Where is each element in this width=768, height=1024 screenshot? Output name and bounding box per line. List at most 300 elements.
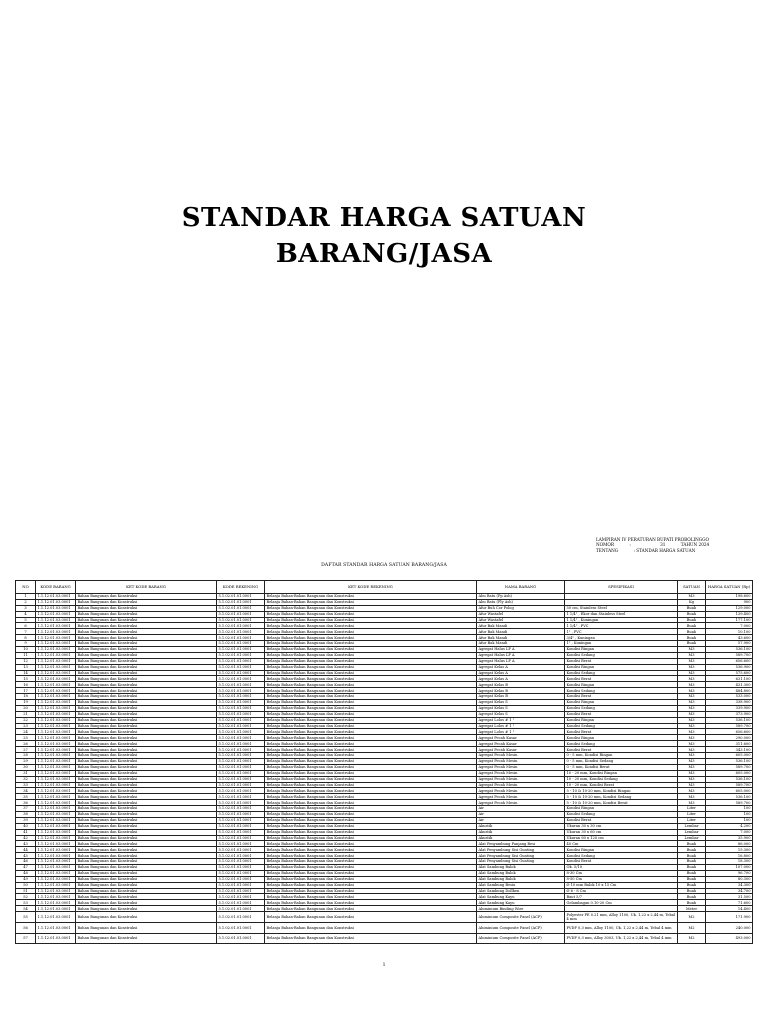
cell-nama-barang: Akustik <box>477 835 565 841</box>
cell-ket-kode-rekening: Belanja Bahan-Bahan Bangunan dan Konstruksi <box>265 864 477 870</box>
cell-no: 35 <box>16 794 36 800</box>
cell-harga-satuan: 80.300 <box>706 876 753 882</box>
cell-kode-rekening: 5.1.02.01.01.0001 <box>217 635 265 641</box>
cell-kode-barang: 1.1.12.01.03.0001 <box>36 611 76 617</box>
cell-ket-kode-rekening: Belanja Bahan-Bahan Bangunan dan Konstruksi <box>265 652 477 658</box>
cell-nama-barang: Alat Sambung Balok <box>477 864 565 870</box>
cell-satuan: M3 <box>678 794 706 800</box>
nomor-label: NOMOR <box>596 542 614 548</box>
lampiran-heading: LAMPIRAN IV PERATURAN BUPATI PROBOLINGGO <box>596 537 709 542</box>
cell-harga-satuan: 129.000 <box>706 605 753 611</box>
cell-satuan: Buah <box>678 900 706 906</box>
cell-ket-kode-barang: Bahan Bangunan dan Konstruksi <box>76 864 217 870</box>
cell-nama-barang: Akustik <box>477 823 565 829</box>
cell-satuan: M3 <box>678 694 706 700</box>
cell-no: 21 <box>16 711 36 717</box>
cell-kode-barang: 1.1.12.01.03.0001 <box>36 676 76 682</box>
cell-no: 18 <box>16 694 36 700</box>
cell-spesifikasi: Ø 10 mm Balok 10 x 15 Cm <box>565 882 678 888</box>
cell-no: 45 <box>16 853 36 859</box>
cell-no: 2 <box>16 599 36 605</box>
cell-nama-barang: Agregat Kelas S <box>477 705 565 711</box>
cell-harga-satuan: 656.600 <box>706 658 753 664</box>
cell-satuan: Buah <box>678 888 706 894</box>
cell-spesifikasi: 1 1/4" , PVC <box>565 623 678 629</box>
cell-satuan: Buah <box>678 605 706 611</box>
cell-kode-barang: 1.1.12.01.03.0001 <box>36 912 76 923</box>
cell-spesifikasi: Kondisi Sedang <box>565 652 678 658</box>
cell-ket-kode-rekening: Belanja Bahan-Bahan Bangunan dan Konstruksi <box>265 853 477 859</box>
cell-satuan: Buah <box>678 623 706 629</box>
cell-ket-kode-barang: Bahan Bangunan dan Konstruksi <box>76 617 217 623</box>
tentang-value: : STANDAR HARGA SATUAN <box>633 547 696 553</box>
cell-spesifikasi: Kondisi Sedang <box>565 741 678 747</box>
cell-spesifikasi: Ukuran 60 x 120 cm <box>565 835 678 841</box>
cell-ket-kode-rekening: Belanja Bahan-Bahan Bangunan dan Konstruksi <box>265 623 477 629</box>
cell-ket-kode-barang: Bahan Bangunan dan Konstruksi <box>76 776 217 782</box>
cell-kode-rekening: 5.1.02.01.01.0001 <box>217 912 265 923</box>
cell-nama-barang: Agregat Pecah Kasar <box>477 741 565 747</box>
cell-ket-kode-rekening: Belanja Bahan-Bahan Bangunan dan Konstruksi <box>265 670 477 676</box>
cell-spesifikasi: 0 - 5 mm, Kondisi Ringan <box>565 753 678 759</box>
cell-kode-barang: 1.1.12.01.03.0001 <box>36 829 76 835</box>
cell-nama-barang: Agregat Kelas S <box>477 700 565 706</box>
cell-harga-satuan: 7.000 <box>706 829 753 835</box>
cell-kode-rekening: 5.1.02.01.01.0001 <box>217 823 265 829</box>
cell-spesifikasi: Ukuran 30 x 30 cm <box>565 823 678 829</box>
cell-ket-kode-barang: Bahan Bangunan dan Konstruksi <box>76 853 217 859</box>
cell-no: 40 <box>16 823 36 829</box>
cell-kode-barang: 1.1.12.01.03.0001 <box>36 694 76 700</box>
cell-nama-barang: Agregat Pecah Mesin <box>477 753 565 759</box>
cell-ket-kode-rekening: Belanja Bahan-Bahan Bangunan dan Konstruksi <box>265 594 477 600</box>
cell-harga-satuan: 71.600 <box>706 900 753 906</box>
cell-spesifikasi: 10 - 20 mm, Kondisi Ringan <box>565 770 678 776</box>
cell-kode-rekening: 5.1.02.01.01.0001 <box>217 853 265 859</box>
cell-satuan: M3 <box>678 594 706 600</box>
cell-kode-rekening: 5.1.02.01.01.0001 <box>217 847 265 853</box>
cell-spesifikasi: Kondisi Berat <box>565 658 678 664</box>
cell-satuan: M3 <box>678 676 706 682</box>
cell-satuan: M3 <box>678 682 706 688</box>
cell-ket-kode-rekening: Belanja Bahan-Bahan Bangunan dan Konstruksi <box>265 729 477 735</box>
cell-no: 46 <box>16 859 36 865</box>
cell-kode-rekening: 5.1.02.01.01.0001 <box>217 906 265 912</box>
cell-no: 53 <box>16 900 36 906</box>
cell-nama-barang: Agregat Kelas S <box>477 711 565 717</box>
cell-satuan: M2 <box>678 933 706 944</box>
cell-harga-satuan: 57.900 <box>706 641 753 647</box>
cell-harga-satuan: 338.900 <box>706 700 753 706</box>
cell-ket-kode-barang: Bahan Bangunan dan Konstruksi <box>76 817 217 823</box>
cell-harga-satuan: 31.500 <box>706 894 753 900</box>
cell-ket-kode-rekening: Belanja Bahan-Bahan Bangunan dan Konstruksi <box>265 647 477 653</box>
cell-kode-barang: 1.1.12.01.03.0001 <box>36 800 76 806</box>
cell-ket-kode-barang: Bahan Bangunan dan Konstruksi <box>76 711 217 717</box>
cell-no: 30 <box>16 764 36 770</box>
cell-kode-rekening: 5.1.02.01.01.0001 <box>217 676 265 682</box>
cell-satuan: Buah <box>678 894 706 900</box>
cell-harga-satuan: 14.400 <box>706 906 753 912</box>
table-row <box>16 933 753 944</box>
cell-kode-barang: 1.1.12.01.03.0001 <box>36 922 76 933</box>
cell-ket-kode-barang: Bahan Bangunan dan Konstruksi <box>76 700 217 706</box>
cell-kode-rekening: 5.1.02.01.01.0001 <box>217 882 265 888</box>
cell-no: 16 <box>16 682 36 688</box>
cell-ket-kode-rekening: Belanja Bahan-Bahan Bangunan dan Konstruksi <box>265 841 477 847</box>
cell-ket-kode-rekening: Belanja Bahan-Bahan Bangunan dan Konstruksi <box>265 629 477 635</box>
cell-kode-barang: 1.1.12.01.03.0001 <box>36 847 76 853</box>
cell-ket-kode-rekening: Belanja Bahan-Bahan Bangunan dan Konstruksi <box>265 876 477 882</box>
cell-satuan: M3 <box>678 647 706 653</box>
cell-kode-rekening: 5.1.02.01.01.0001 <box>217 747 265 753</box>
cell-ket-kode-rekening: Belanja Bahan-Bahan Bangunan dan Konstruksi <box>265 782 477 788</box>
cell-satuan: M3 <box>678 700 706 706</box>
cell-ket-kode-barang: Bahan Bangunan dan Konstruksi <box>76 922 217 933</box>
cell-satuan: M2 <box>678 922 706 933</box>
cell-ket-kode-rekening: Belanja Bahan-Bahan Bangunan dan Konstruksi <box>265 705 477 711</box>
cell-ket-kode-barang: Bahan Bangunan dan Konstruksi <box>76 694 217 700</box>
cell-kode-barang: 1.1.12.01.03.0001 <box>36 906 76 912</box>
cell-ket-kode-barang: Bahan Bangunan dan Konstruksi <box>76 782 217 788</box>
cell-ket-kode-rekening: Belanja Bahan-Bahan Bangunan dan Konstruksi <box>265 888 477 894</box>
cell-no: 3 <box>16 605 36 611</box>
cell-kode-barang: 1.1.12.01.03.0001 <box>36 629 76 635</box>
cell-harga-satuan: 536.100 <box>706 758 753 764</box>
cell-satuan: Buah <box>678 864 706 870</box>
cell-spesifikasi: 5 - 10 & 10-20 mm, Kondisi Berat <box>565 800 678 806</box>
cell-kode-rekening: 5.1.02.01.01.0001 <box>217 711 265 717</box>
cell-no: 41 <box>16 829 36 835</box>
cell-spesifikasi: 8-30 Cm <box>565 870 678 876</box>
cell-kode-barang: 1.1.12.01.03.0001 <box>36 635 76 641</box>
cell-harga-satuan: 589.700 <box>706 652 753 658</box>
cell-spesifikasi: Polyester PE 0.21 mm, Alloy 1100, Uk. 1,22 x 2,44 m, Tebal 4 mm <box>565 912 678 923</box>
cell-kode-rekening: 5.1.02.01.01.0001 <box>217 758 265 764</box>
cell-no: 43 <box>16 841 36 847</box>
cell-spesifikasi: Baut 5/7 <box>565 894 678 900</box>
cell-kode-barang: 1.1.12.01.03.0001 <box>36 888 76 894</box>
header-no: NO <box>16 581 36 594</box>
cell-kode-barang: 1.1.12.01.03.0001 <box>36 594 76 600</box>
cell-harga-satuan: 589.700 <box>706 800 753 806</box>
cell-nama-barang: Agregat Halus LP A <box>477 658 565 664</box>
cell-kode-barang: 1.1.12.01.03.0001 <box>36 723 76 729</box>
cell-harga-satuan: 43.600 <box>706 635 753 641</box>
cell-harga-satuan: 139.400 <box>706 611 753 617</box>
cell-nama-barang: Afur Wastafel <box>477 611 565 617</box>
cell-no: 42 <box>16 835 36 841</box>
cell-kode-rekening: 5.1.02.01.01.0001 <box>217 641 265 647</box>
cell-satuan: Meter <box>678 906 706 912</box>
cell-ket-kode-rekening: Belanja Bahan-Bahan Bangunan dan Konstruksi <box>265 859 477 865</box>
cell-satuan: M3 <box>678 664 706 670</box>
table-header-row <box>16 581 753 594</box>
cell-nama-barang: Alat Sambung Balok <box>477 876 565 882</box>
cell-kode-rekening: 5.1.02.01.01.0001 <box>217 617 265 623</box>
cell-spesifikasi: 1 1/4" , Ekor dan Stainless Steel <box>565 611 678 617</box>
cell-ket-kode-rekening: Belanja Bahan-Bahan Bangunan dan Konstruksi <box>265 617 477 623</box>
document-title-line-2: BARANG/JASA <box>275 239 493 269</box>
cell-harga-satuan: 18.300 <box>706 859 753 865</box>
cell-nama-barang: Alat Sambung Kayu <box>477 900 565 906</box>
cell-ket-kode-rekening: Belanja Bahan-Bahan Bangunan dan Konstruksi <box>265 735 477 741</box>
cell-spesifikasi: Kondisi Ringan <box>565 664 678 670</box>
cell-satuan: M3 <box>678 717 706 723</box>
cell-satuan: Buah <box>678 611 706 617</box>
cell-kode-rekening: 5.1.02.01.01.0001 <box>217 876 265 882</box>
cell-nama-barang: Agregat Kelas B <box>477 688 565 694</box>
cell-kode-rekening: 5.1.02.01.01.0001 <box>217 870 265 876</box>
cell-ket-kode-barang: Bahan Bangunan dan Konstruksi <box>76 806 217 812</box>
cell-kode-barang: 1.1.12.01.03.0001 <box>36 933 76 944</box>
cell-harga-satuan: 96.700 <box>706 870 753 876</box>
cell-harga-satuan: 311.600 <box>706 741 753 747</box>
cell-no: 51 <box>16 888 36 894</box>
cell-spesifikasi: Ukuran 30 x 60 cm <box>565 829 678 835</box>
cell-no: 57 <box>16 933 36 944</box>
cell-kode-barang: 1.1.12.01.03.0001 <box>36 811 76 817</box>
cell-no: 36 <box>16 800 36 806</box>
cell-nama-barang: Air <box>477 817 565 823</box>
cell-ket-kode-barang: Bahan Bangunan dan Konstruksi <box>76 933 217 944</box>
cell-ket-kode-rekening: Belanja Bahan-Bahan Bangunan dan Konstruksi <box>265 605 477 611</box>
cell-spesifikasi: Kondisi Berat <box>565 747 678 753</box>
cell-no: 1 <box>16 594 36 600</box>
nomor-number: 31 <box>660 542 666 548</box>
cell-ket-kode-rekening: Belanja Bahan-Bahan Bangunan dan Konstruksi <box>265 870 477 876</box>
cell-spesifikasi: 1 1/4" , Kuningan <box>565 617 678 623</box>
cell-nama-barang: Agregat Pecah Mesin <box>477 782 565 788</box>
cell-no: 28 <box>16 753 36 759</box>
cell-nama-barang: Agregat Pecah Mesin <box>477 794 565 800</box>
cell-ket-kode-barang: Bahan Bangunan dan Konstruksi <box>76 788 217 794</box>
cell-no: 14 <box>16 670 36 676</box>
cell-no: 33 <box>16 782 36 788</box>
cell-harga-satuan: 373.900 <box>706 711 753 717</box>
cell-ket-kode-rekening: Belanja Bahan-Bahan Bangunan dan Konstruksi <box>265 823 477 829</box>
cell-kode-barang: 1.1.12.01.03.0001 <box>36 794 76 800</box>
cell-nama-barang: Afur Bak Mandi <box>477 641 565 647</box>
cell-satuan: M3 <box>678 782 706 788</box>
cell-kode-barang: 1.1.12.01.03.0001 <box>36 882 76 888</box>
cell-kode-rekening: 5.1.02.01.01.0001 <box>217 888 265 894</box>
cell-harga-satuan: 177.100 <box>706 617 753 623</box>
cell-ket-kode-barang: Bahan Bangunan dan Konstruksi <box>76 629 217 635</box>
cell-no: 44 <box>16 847 36 853</box>
cell-no: 15 <box>16 676 36 682</box>
cell-satuan: M3 <box>678 688 706 694</box>
cell-harga-satuan: 605.000 <box>706 753 753 759</box>
cell-kode-barang: 1.1.12.01.03.0001 <box>36 894 76 900</box>
cell-ket-kode-barang: Bahan Bangunan dan Konstruksi <box>76 647 217 653</box>
cell-spesifikasi: Kondisi Sedang <box>565 853 678 859</box>
cell-no: 8 <box>16 635 36 641</box>
header-kode-rekening: KODE REKENING <box>217 581 265 594</box>
cell-ket-kode-barang: Bahan Bangunan dan Konstruksi <box>76 876 217 882</box>
cell-spesifikasi: 1" , PVC <box>565 629 678 635</box>
cell-ket-kode-rekening: Belanja Bahan-Bahan Bangunan dan Konstruksi <box>265 776 477 782</box>
cell-ket-kode-barang: Bahan Bangunan dan Konstruksi <box>76 823 217 829</box>
cell-satuan: M3 <box>678 658 706 664</box>
cell-harga-satuan: 171.900 <box>706 912 753 923</box>
cell-satuan: Lembar <box>678 823 706 829</box>
cell-satuan: M3 <box>678 670 706 676</box>
cell-satuan: M3 <box>678 788 706 794</box>
cell-harga-satuan: 605.000 <box>706 788 753 794</box>
cell-ket-kode-barang: Bahan Bangunan dan Konstruksi <box>76 682 217 688</box>
cell-kode-rekening: 5.1.02.01.01.0001 <box>217 647 265 653</box>
cell-kode-rekening: 5.1.02.01.01.0001 <box>217 770 265 776</box>
cell-harga-satuan: 484.800 <box>706 688 753 694</box>
header-kode-barang: KODE BARANG <box>36 581 76 594</box>
cell-kode-rekening: 5.1.02.01.01.0001 <box>217 658 265 664</box>
cell-spesifikasi: 40 Cm <box>565 841 678 847</box>
cell-spesifikasi: 3/4" , Kuningan <box>565 635 678 641</box>
cell-harga-satuan: 536.100 <box>706 717 753 723</box>
cell-nama-barang: Agregat Pecah Mesin <box>477 770 565 776</box>
cell-ket-kode-barang: Bahan Bangunan dan Konstruksi <box>76 652 217 658</box>
table-caption: DAFTAR STANDAR HARGA SATUAN BARANG/JASA <box>321 563 447 568</box>
cell-no: 50 <box>16 882 36 888</box>
cell-no: 24 <box>16 729 36 735</box>
cell-harga-satuan: 339.900 <box>706 705 753 711</box>
cell-ket-kode-barang: Bahan Bangunan dan Konstruksi <box>76 835 217 841</box>
cell-kode-barang: 1.1.12.01.03.0001 <box>36 782 76 788</box>
cell-kode-rekening: 5.1.02.01.01.0001 <box>217 864 265 870</box>
cell-satuan: Buah <box>678 847 706 853</box>
cell-kode-rekening: 5.1.02.01.01.0001 <box>217 599 265 605</box>
cell-ket-kode-rekening: Belanja Bahan-Bahan Bangunan dan Konstruksi <box>265 829 477 835</box>
cell-nama-barang: Agregat Kelas A <box>477 670 565 676</box>
cell-harga-satuan: 589.700 <box>706 723 753 729</box>
cell-harga-satuan: 533.000 <box>706 694 753 700</box>
cell-spesifikasi: PVDF 0,3 mm, Alloy 1100, Uk. 1,22 x 2,44 m, Tebal 4 mm <box>565 922 678 933</box>
cell-ket-kode-rekening: Belanja Bahan-Bahan Bangunan dan Konstruksi <box>265 635 477 641</box>
cell-ket-kode-barang: Bahan Bangunan dan Konstruksi <box>76 859 217 865</box>
cell-nama-barang: Abu Batu (Pp Ash) <box>477 594 565 600</box>
cell-nama-barang: Afur Bak Mandi <box>477 635 565 641</box>
cell-ket-kode-rekening: Belanja Bahan-Bahan Bangunan dan Konstruksi <box>265 753 477 759</box>
cell-kode-barang: 1.1.12.01.03.0001 <box>36 788 76 794</box>
cell-ket-kode-barang: Bahan Bangunan dan Konstruksi <box>76 729 217 735</box>
cell-harga-satuan: 493.000 <box>706 933 753 944</box>
cell-ket-kode-barang: Bahan Bangunan dan Konstruksi <box>76 705 217 711</box>
document-title-line-1: STANDAR HARGA SATUAN <box>181 203 587 233</box>
cell-spesifikasi: Kondisi Ringan <box>565 847 678 853</box>
cell-no: 27 <box>16 747 36 753</box>
cell-ket-kode-barang: Bahan Bangunan dan Konstruksi <box>76 676 217 682</box>
cell-satuan: M3 <box>678 776 706 782</box>
cell-kode-barang: 1.1.12.01.03.0001 <box>36 835 76 841</box>
header-spesifikasi: SPESIFIKASI <box>565 581 678 594</box>
cell-nama-barang: Abu Batu (Fly Ash) <box>477 599 565 605</box>
cell-no: 22 <box>16 717 36 723</box>
cell-kode-barang: 1.1.12.01.03.0001 <box>36 859 76 865</box>
cell-kode-barang: 1.1.12.01.03.0001 <box>36 711 76 717</box>
cell-ket-kode-rekening: Belanja Bahan-Bahan Bangunan dan Konstruksi <box>265 717 477 723</box>
cell-nama-barang: Aluminium Composite Panel (ACP) <box>477 912 565 923</box>
cell-ket-kode-rekening: Belanja Bahan-Bahan Bangunan dan Konstruksi <box>265 806 477 812</box>
cell-nama-barang: Afur Bak Mandi <box>477 623 565 629</box>
cell-no: 23 <box>16 723 36 729</box>
cell-kode-barang: 1.1.12.01.03.0001 <box>36 729 76 735</box>
cell-nama-barang: Agregat Halus LP A <box>477 647 565 653</box>
cell-kode-barang: 1.1.12.01.03.0001 <box>36 770 76 776</box>
cell-ket-kode-rekening: Belanja Bahan-Bahan Bangunan dan Konstruksi <box>265 922 477 933</box>
cell-spesifikasi: Kondisi Sedang <box>565 670 678 676</box>
cell-nama-barang: Alat Penyambung Sisi Gunting <box>477 859 565 865</box>
cell-kode-rekening: 5.1.02.01.01.0001 <box>217 605 265 611</box>
cell-ket-kode-rekening: Belanja Bahan-Bahan Bangunan dan Konstruksi <box>265 882 477 888</box>
cell-nama-barang: Alat Sambung Balok <box>477 870 565 876</box>
cell-spesifikasi: Kondisi Berat <box>565 694 678 700</box>
cell-ket-kode-rekening: Belanja Bahan-Bahan Bangunan dan Konstruksi <box>265 788 477 794</box>
cell-kode-barang: 1.1.12.01.03.0001 <box>36 735 76 741</box>
cell-satuan: M3 <box>678 753 706 759</box>
cell-nama-barang: Alat Penyambung Sisi Gunting <box>477 847 565 853</box>
cell-nama-barang: Air <box>477 806 565 812</box>
cell-satuan: Buah <box>678 617 706 623</box>
cell-ket-kode-barang: Bahan Bangunan dan Konstruksi <box>76 900 217 906</box>
cell-satuan: Buah <box>678 876 706 882</box>
cell-ket-kode-rekening: Belanja Bahan-Bahan Bangunan dan Konstruksi <box>265 658 477 664</box>
cell-spesifikasi: Kondisi Sedang <box>565 705 678 711</box>
cell-harga-satuan: 107.000 <box>706 864 753 870</box>
cell-ket-kode-barang: Bahan Bangunan dan Konstruksi <box>76 658 217 664</box>
cell-ket-kode-barang: Bahan Bangunan dan Konstruksi <box>76 800 217 806</box>
cell-spesifikasi: 5 - 10 & 10-20 mm, Kondisi Ringan <box>565 788 678 794</box>
cell-nama-barang: Afur Bak Mandi <box>477 629 565 635</box>
cell-kode-barang: 1.1.12.01.03.0001 <box>36 717 76 723</box>
cell-ket-kode-barang: Bahan Bangunan dan Konstruksi <box>76 770 217 776</box>
cell-nama-barang: Agregat Kelas A <box>477 676 565 682</box>
cell-harga-satuan: 656.600 <box>706 729 753 735</box>
cell-ket-kode-rekening: Belanja Bahan-Bahan Bangunan dan Konstruksi <box>265 811 477 817</box>
cell-ket-kode-barang: Bahan Bangunan dan Konstruksi <box>76 735 217 741</box>
cell-kode-rekening: 5.1.02.01.01.0001 <box>217 800 265 806</box>
cell-no: 56 <box>16 922 36 933</box>
cell-no: 55 <box>16 912 36 923</box>
cell-no: 11 <box>16 652 36 658</box>
cell-kode-rekening: 5.1.02.01.01.0001 <box>217 894 265 900</box>
cell-nama-barang: Aluminium Composite Panel (ACP) <box>477 933 565 944</box>
cell-ket-kode-barang: Bahan Bangunan dan Konstruksi <box>76 829 217 835</box>
cell-no: 37 <box>16 806 36 812</box>
cell-kode-rekening: 5.1.02.01.01.0001 <box>217 735 265 741</box>
cell-kode-rekening: 5.1.02.01.01.0001 <box>217 629 265 635</box>
cell-kode-rekening: 5.1.02.01.01.0001 <box>217 611 265 617</box>
cell-kode-rekening: 5.1.02.01.01.0001 <box>217 594 265 600</box>
cell-ket-kode-rekening: Belanja Bahan-Bahan Bangunan dan Konstruksi <box>265 741 477 747</box>
cell-kode-rekening: 5.1.02.01.01.0001 <box>217 811 265 817</box>
cell-spesifikasi: 0 - 5 mm, Kondisi Berat <box>565 764 678 770</box>
cell-ket-kode-barang: Bahan Bangunan dan Konstruksi <box>76 688 217 694</box>
cell-ket-kode-rekening: Belanja Bahan-Bahan Bangunan dan Konstruksi <box>265 694 477 700</box>
cell-harga-satuan: 343.100 <box>706 747 753 753</box>
cell-no: 31 <box>16 770 36 776</box>
cell-kode-rekening: 5.1.02.01.01.0001 <box>217 670 265 676</box>
cell-ket-kode-barang: Bahan Bangunan dan Konstruksi <box>76 758 217 764</box>
cell-kode-rekening: 5.1.02.01.01.0001 <box>217 764 265 770</box>
cell-ket-kode-barang: Bahan Bangunan dan Konstruksi <box>76 888 217 894</box>
cell-nama-barang: Agregat Kelas B <box>477 694 565 700</box>
cell-nama-barang: Agregat Pecah Kasar <box>477 735 565 741</box>
cell-harga-satuan: 290.000 <box>706 735 753 741</box>
cell-kode-barang: 1.1.12.01.03.0001 <box>36 876 76 882</box>
cell-spesifikasi: 50 cm, Stainless Steel <box>565 605 678 611</box>
cell-ket-kode-barang: Bahan Bangunan dan Konstruksi <box>76 882 217 888</box>
